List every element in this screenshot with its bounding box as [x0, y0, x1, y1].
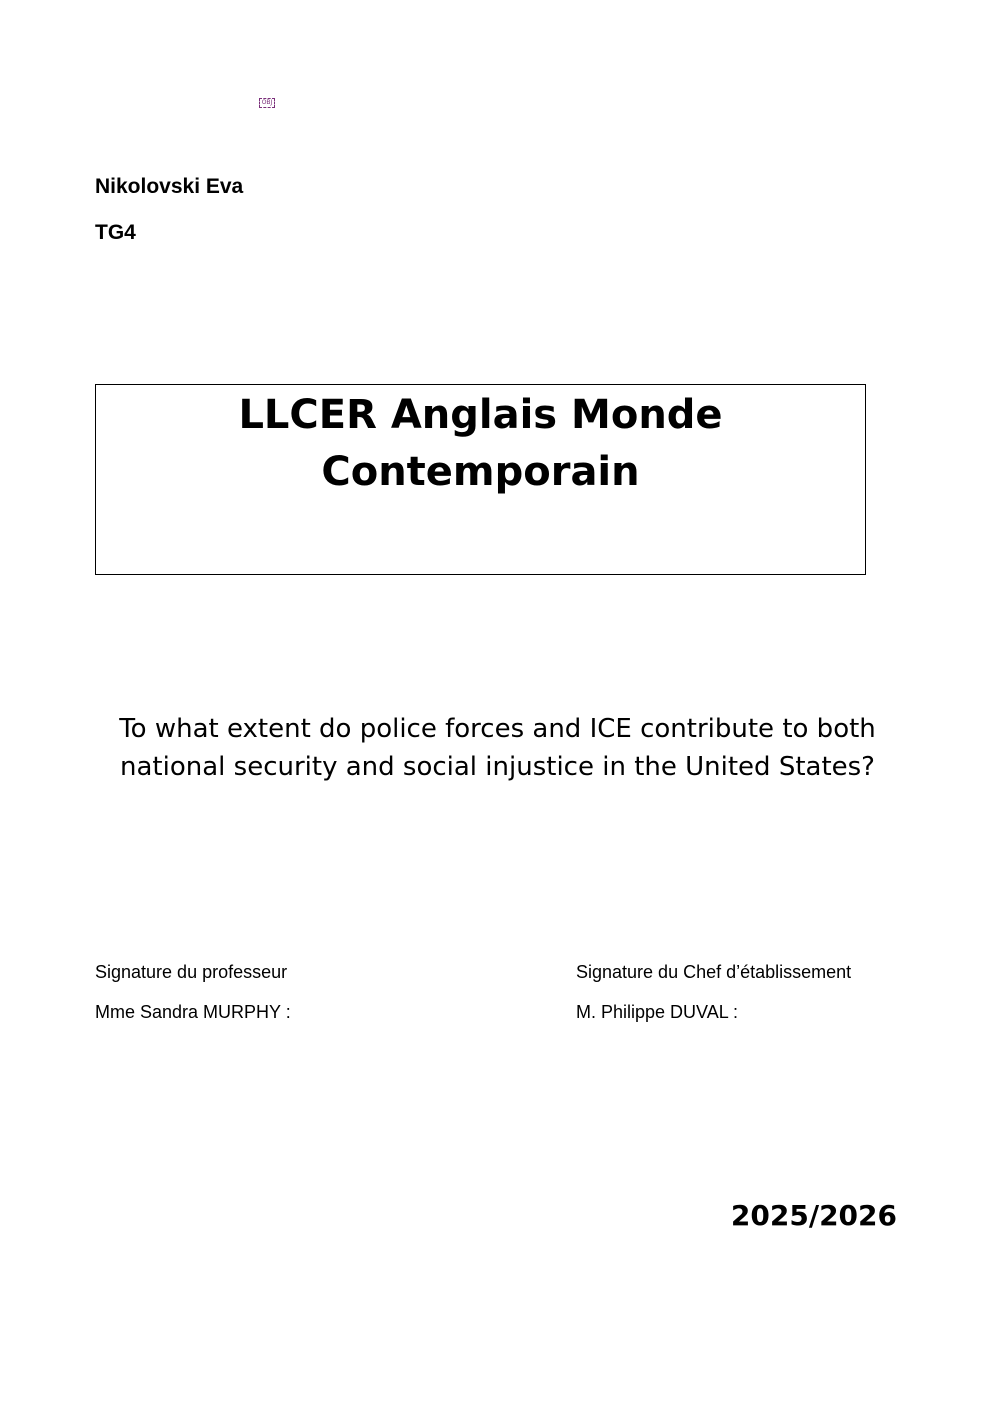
- question-line-2: national security and social injustice in the United States?: [120, 752, 875, 782]
- head-name: M. Philippe DUVAL :: [576, 1002, 739, 1022]
- student-name: Nikolovski Eva: [95, 175, 244, 198]
- title-line-2: Contemporain: [321, 449, 640, 495]
- teacher-name: Mme Sandra MURPHY :: [95, 1002, 291, 1022]
- head-signature-label: Signature du Chef d’établissement: [576, 962, 852, 982]
- title-box: [95, 384, 866, 575]
- student-class: TG4: [95, 221, 136, 244]
- title-line-1: LLCER Anglais Monde: [238, 392, 723, 438]
- document-title: [96, 387, 865, 501]
- problematic-question: [90, 710, 905, 786]
- teacher-signature-label: Signature du professeur: [95, 962, 288, 982]
- embedded-object-icon: OBJ: [259, 98, 275, 108]
- school-year: 2025/2026: [730, 1199, 897, 1232]
- question-line-1: To what extent do police forces and ICE contribute to both: [119, 714, 876, 744]
